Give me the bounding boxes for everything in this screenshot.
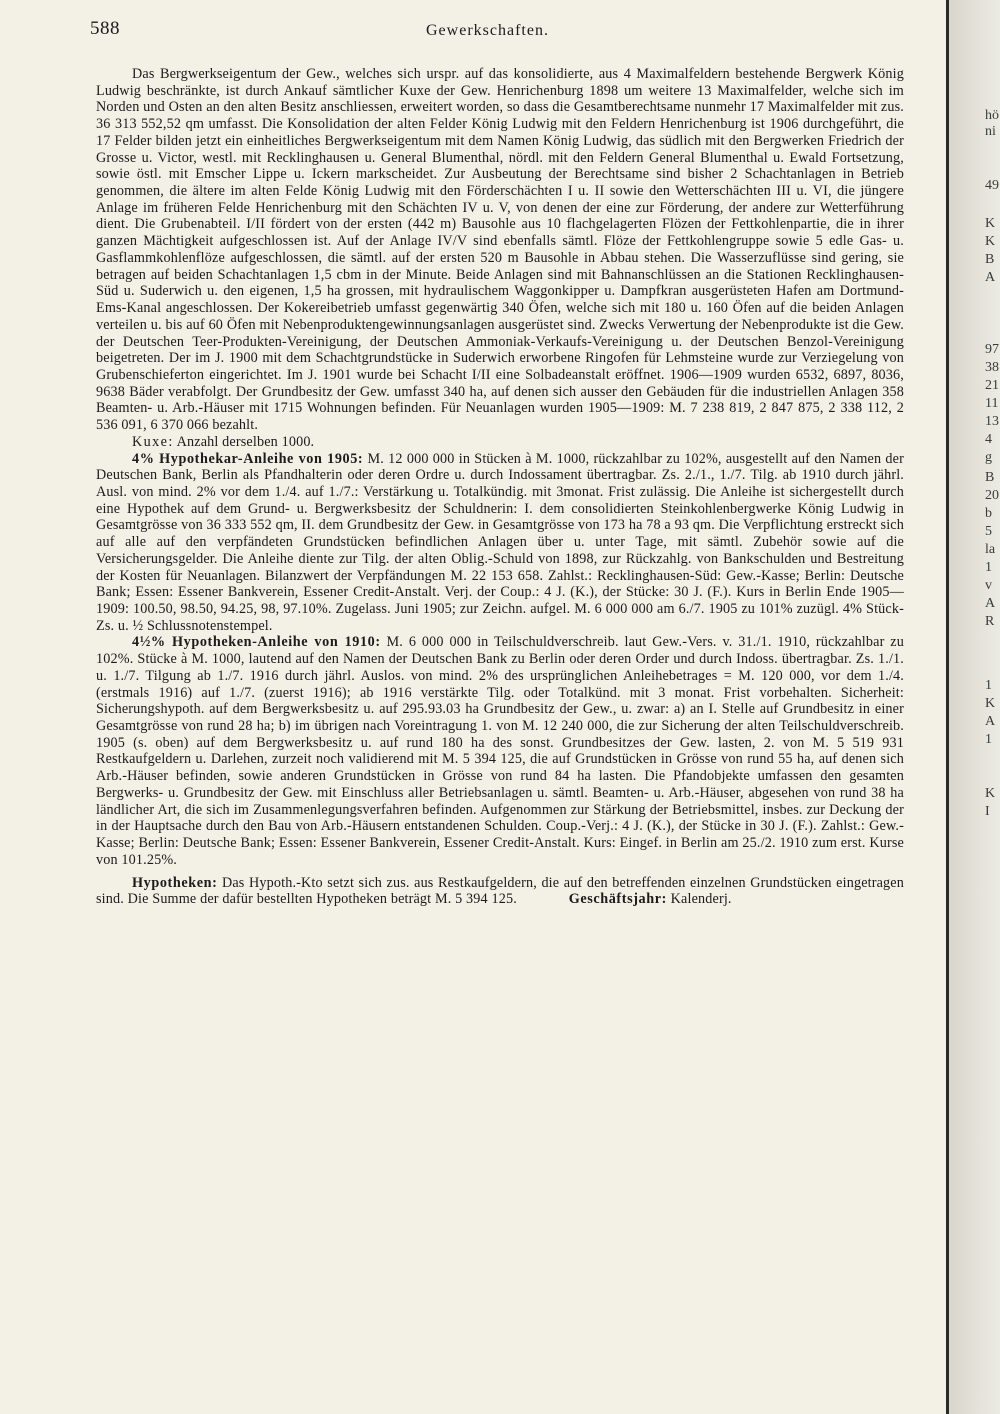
margin-fragment: A (985, 270, 996, 285)
margin-fragment: 20 (985, 488, 999, 503)
margin-fragment: 49 (985, 178, 999, 193)
margin-fragment: v (985, 578, 992, 593)
page-header (90, 18, 910, 46)
margin-fragment: B (985, 252, 995, 267)
margin-fragment: 13 (985, 414, 999, 429)
margin-fragment: 5 (985, 524, 992, 539)
geschaeftsjahr-label: Geschäftsjahr: (568, 891, 667, 908)
margin-fragment: 97 (985, 342, 999, 357)
margin-fragment: la (985, 542, 996, 557)
paragraph-anleihe-1910 (96, 634, 904, 868)
anleihe-1905-label: 4% Hypothekar-Anleihe von 1905: (132, 450, 364, 467)
margin-fragment: 1 (985, 678, 992, 693)
book-spine (946, 0, 949, 1414)
main-text (96, 66, 904, 908)
margin-fragment: I (985, 804, 990, 819)
geschaeftsjahr-text: Kalenderj. (670, 891, 732, 908)
margin-fragment: A (985, 714, 996, 729)
kuxe-label: Kuxe: (132, 433, 174, 450)
facing-page-fragments (955, 0, 1000, 1414)
paragraph-hypotheken (96, 875, 904, 908)
margin-fragment: K (985, 786, 996, 801)
margin-fragment: B (985, 470, 995, 485)
margin-fragment: 1 (985, 560, 992, 575)
paragraph-kuxe (96, 434, 904, 451)
hypotheken-text: Das Hypoth.-Kto setzt sich zus. aus Restkaufgeldern, die auf den betreffenden einzelnen Grundstücken eingetragen sind. Die Summe der dafür bestellten Hypotheken beträgt M. 5 394 125. (96, 874, 904, 908)
anleihe-1910-text: M. 6 000 000 in Teilschuldverschreib. laut Gew.-Vers. v. 31./1. 1910, rückzahlbar zu 102%. Stücke à M. 1000, lautend auf den Namen der Deutschen Bank zu Berlin oder deren Order und durch Indoss. übertragbar. Zs. 1./1. u. 1./7. Tilgung ab 1./7. 1916 durch jährl. Auslos. von mind. 2% des ursprünglichen Anleihebetrages = M. 120 000, vor dem 1./4. (erstmals 1916) auf 1./7. (zuerst 1916); ab 1916 verstärkte Tilg. oder Totalkünd. mit 3 monat. Frist vorbehalten. Sicherheit: Sicherungshypoth. auf dem Bergwerksbesitz u. auf 295.93.03 ha Grundbesitz der Gew., u. zwar: a) an I. Stelle auf Grundbesitz in einer Gesamtgrösse von rund 28 ha; b) im übrigen nach Voreintragung 1. von M. 12 240 000, die zur Sicherung der alten Teilschuldverschreib. 1905 (s. oben) auf dem Bergwerksbesitz u. auf rund 180 ha des sonst. Grundbesitzes der Gew. lasten, 2. von M. 5 519 931 Restkaufgeldern u. Darlehen, zurzeit noch validierend mit M. 5 394 125, die auf Grundstücken in Grösse von rund 55 ha, auf denen sich Arb.-Häuser befinden, sowie anderen Grundstücken in Grösse von rund 84 ha lasten. Die Pfandobjekte umfassen den gesamten Bergwerks- u. Grundbesitz der Gew. mit Einschluss aller Betriebsanlagen u. sämtl. Beamten- u. Arb.-Häuser, abgesehen von rund 38 ha ländlicher Art, die sich im Zusammenlegungsverfahren befinden. Aufgenommen zur Stärkung der Betriebsmittel, insbes. zur Deckung der in der Hauptsache durch den Bau von Arb.-Häusern entstandenen Schulden. Coup.-Verj.: 4 J. (K.), der Stücke in 30 J. (F.). Zahlst.: Gew.-Kasse; Berlin: Deutsche Bank; Essen: Essener Bankverein, Essener Credit-Anstalt. Kurs: Eingef. in Berlin am 25./2. 1910 zum erst. Kurse von 101.25%. (96, 634, 904, 868)
margin-fragment: 4 (985, 432, 992, 447)
margin-fragment: ni (985, 124, 996, 139)
margin-fragment: K (985, 696, 996, 711)
anleihe-1910-label: 4½% Hypotheken-Anleihe von 1910: (132, 634, 381, 651)
hypotheken-label: Hypotheken: (132, 874, 218, 891)
kuxe-text: Anzahl derselben 1000. (176, 433, 315, 450)
paragraph-anleihe-1905 (96, 451, 904, 635)
margin-fragment: K (985, 234, 996, 249)
margin-fragment: 1 (985, 732, 992, 747)
margin-fragment: b (985, 506, 992, 521)
anleihe-1905-text: M. 12 000 000 in Stücken à M. 1000, rückzahlbar zu 102%, ausgestellt auf den Namen der Deutschen Bank, Berlin als Pfandhalterin oder deren Ordre u. durch Indossament übertragbar. Zs. 2./1., 1./7. Tilg. ab 1910 durch jährl. Ausl. von mind. 2% vor dem 1./4. auf 1./7.: Verstärkung u. Totalkündig. mit 3monat. Frist zulässig. Die Anleihe ist sichergestellt durch eine Hypothek auf dem Grund- u. Bergwerksbesitz der Schuldnerin: I. dem consolidierten Steinkohlenbergwerke König Ludwig in Gesamtgrösse von 36 333 552 qm, II. dem Grundbesitz der Gew. in Gesamtgrösse von 173 ha 78 a 93 qm. Die Verpflichtung erstreckt sich auf alle auf den verpfändeten Grundstücken befindlichen Anlagen über u. unter Tage, mit sämtl. Zubehör sowie auf die Versicherungsgelder. Die Anleihe diente zur Tilg. der alten Oblig.-Schuld von 1898, zur Rückzahlg. von Bankschulden und Bestreitung der Kosten für Neuanlagen. Bilanzwert der Verpfändungen M. 22 153 658. Zahlst.: Recklinghausen-Süd: Gew.-Kasse; Berlin: Deutsche Bank; Essen: Essener Bankverein, Essener Credit-Anstalt. Verj. der Coup.: 4 J. (K.), der Stücke: 30 J. (F.). Kurs in Berlin Ende 1905—1909: 100.50, 98.50, 94.25, 98, 97.10%. Zugelass. Juni 1905; zur Zeichn. aufgel. M. 6 000 000 am 6./7. 1905 zu 101% zuzügl. 4% Stück-Zs. u. ½ Schlussnotenstempel. (96, 450, 904, 634)
margin-fragment: 38 (985, 360, 999, 375)
margin-fragment: g (985, 450, 992, 465)
margin-fragment: R (985, 614, 995, 629)
paragraph-bergwerkseigentum: Das Bergwerkseigentum der Gew., welches sich urspr. auf das konsolidierte, aus 4 Maximalfeldern bestehende Bergwerk König Ludwig beschränkte, ist durch Ankauf sämtlicher Kuxe der Gew. Henrichenburg 1898 um weitere 13 Maximalfelder, welche sich im Norden und Osten an den alten Besitz anschliessen, erweitert worden, so dass die Gesamtberechtsame nunmehr 17 Maximalfelder mit zus. 36 313 552,52 qm umfasst. Die Konsolidation der alten Felder König Ludwig mit den Feldern Henrichenburg ist 1906 durchgeführt, die 17 Felder bilden jetzt ein einheitliches Bergwerkseigentum mit dem Namen König Ludwig, das südlich mit den Bergwerken Friedrich der Grosse u. Victor, westl. mit Recklinghausen u. General Blumenthal, nördl. mit den Feldern General Blumenthal u. Ewald Fortsetzung, sowie östl. mit Emscher Lippe u. Ickern markscheidet. Zur Ausbeutung der Berechtsame sind bisher 2 Schachtanlagen in Betrieb genommen, die ältere im alten Felde König Ludwig mit den Förderschächten I u. II sowie den Wetterschächten III u. VI, die jüngere Anlage im früheren Felde Henrichenburg mit den Schächten IV u. V, von denen der eine zur Förderung, der andere zur Wetterführung dient. Die Grubenabteil. I/II fördert von der ersten (442 m) Bausohle aus 10 flachgelagerten Flözen der Fettkohlenpartie, die in ihrer ganzen Mächtigkeit aufgeschlossen ist. Auf der Anlage IV/V sind ebenfalls sämtl. Flöze der Fettkohlengruppe sowie 5 edle Gas- u. Gasflammkohlenflöze aufgeschlossen, die sämtl. auf der ersten 520 m Bausohle in Abbau stehen. Die Wasserzuflüsse sind gering, sie betragen auf beiden Schachtanlagen 1,5 cbm in der Minute. Beide Anlagen sind mit Bahnanschlüssen an die Stationen Recklinghausen-Süd u. Suderwich u. den eigenen, 1,5 ha grossen, mit hydraulischem Waggonkipper u. Dampfkran ausgerüsteten Hafen am Dortmund-Ems-Kanal angeschlossen. Der Kokereibetrieb umfasst gegenwärtig 340 Öfen, welche sich mit 180 u. 160 Öfen auf die beiden Anlagen verteilen u. bis auf 60 Öfen mit Nebenproduktengewinnungsanlagen ausgerüstet sind. Zwecks Verwertung der Nebenprodukte ist die Gew. der Deutschen Teer-Produkten-Vereinigung, der Deutschen Ammoniak-Verkaufs-Vereinigung u. der Deutschen Benzol-Vereinigung beigetreten. Der im J. 1900 mit dem Schachtgrundstücke in Suderwich erworbene Ringofen für Lehmsteine wurde zur Verziegelung von Grubenschieferton eingerichtet. Im J. 1901 wurde bei Schacht I/II eine Solbadeanstalt eröffnet. 1906—1909 wurden 6532, 6897, 8036, 9638 Bäder verabfolgt. Der Grundbesitz der Gew. umfasst 340 ha, auf denen sich ausser den Gebäuden für die industriellen Anlagen 358 Beamten- u. Arb.-Häuser mit 1715 Wohnungen befinden. Für Neuanlagen wurden 1905—1909: M. 7 238 819, 2 847 875, 2 338 112, 2 536 091, 6 370 066 bezahlt. (96, 66, 904, 434)
running-title: Gewerkschaften. (426, 22, 549, 39)
margin-fragment: hö (985, 108, 999, 123)
margin-fragment: K (985, 216, 996, 231)
page-number: 588 (90, 18, 120, 39)
margin-fragment: 11 (985, 396, 999, 411)
margin-fragment: 21 (985, 378, 999, 393)
margin-fragment: A (985, 596, 996, 611)
